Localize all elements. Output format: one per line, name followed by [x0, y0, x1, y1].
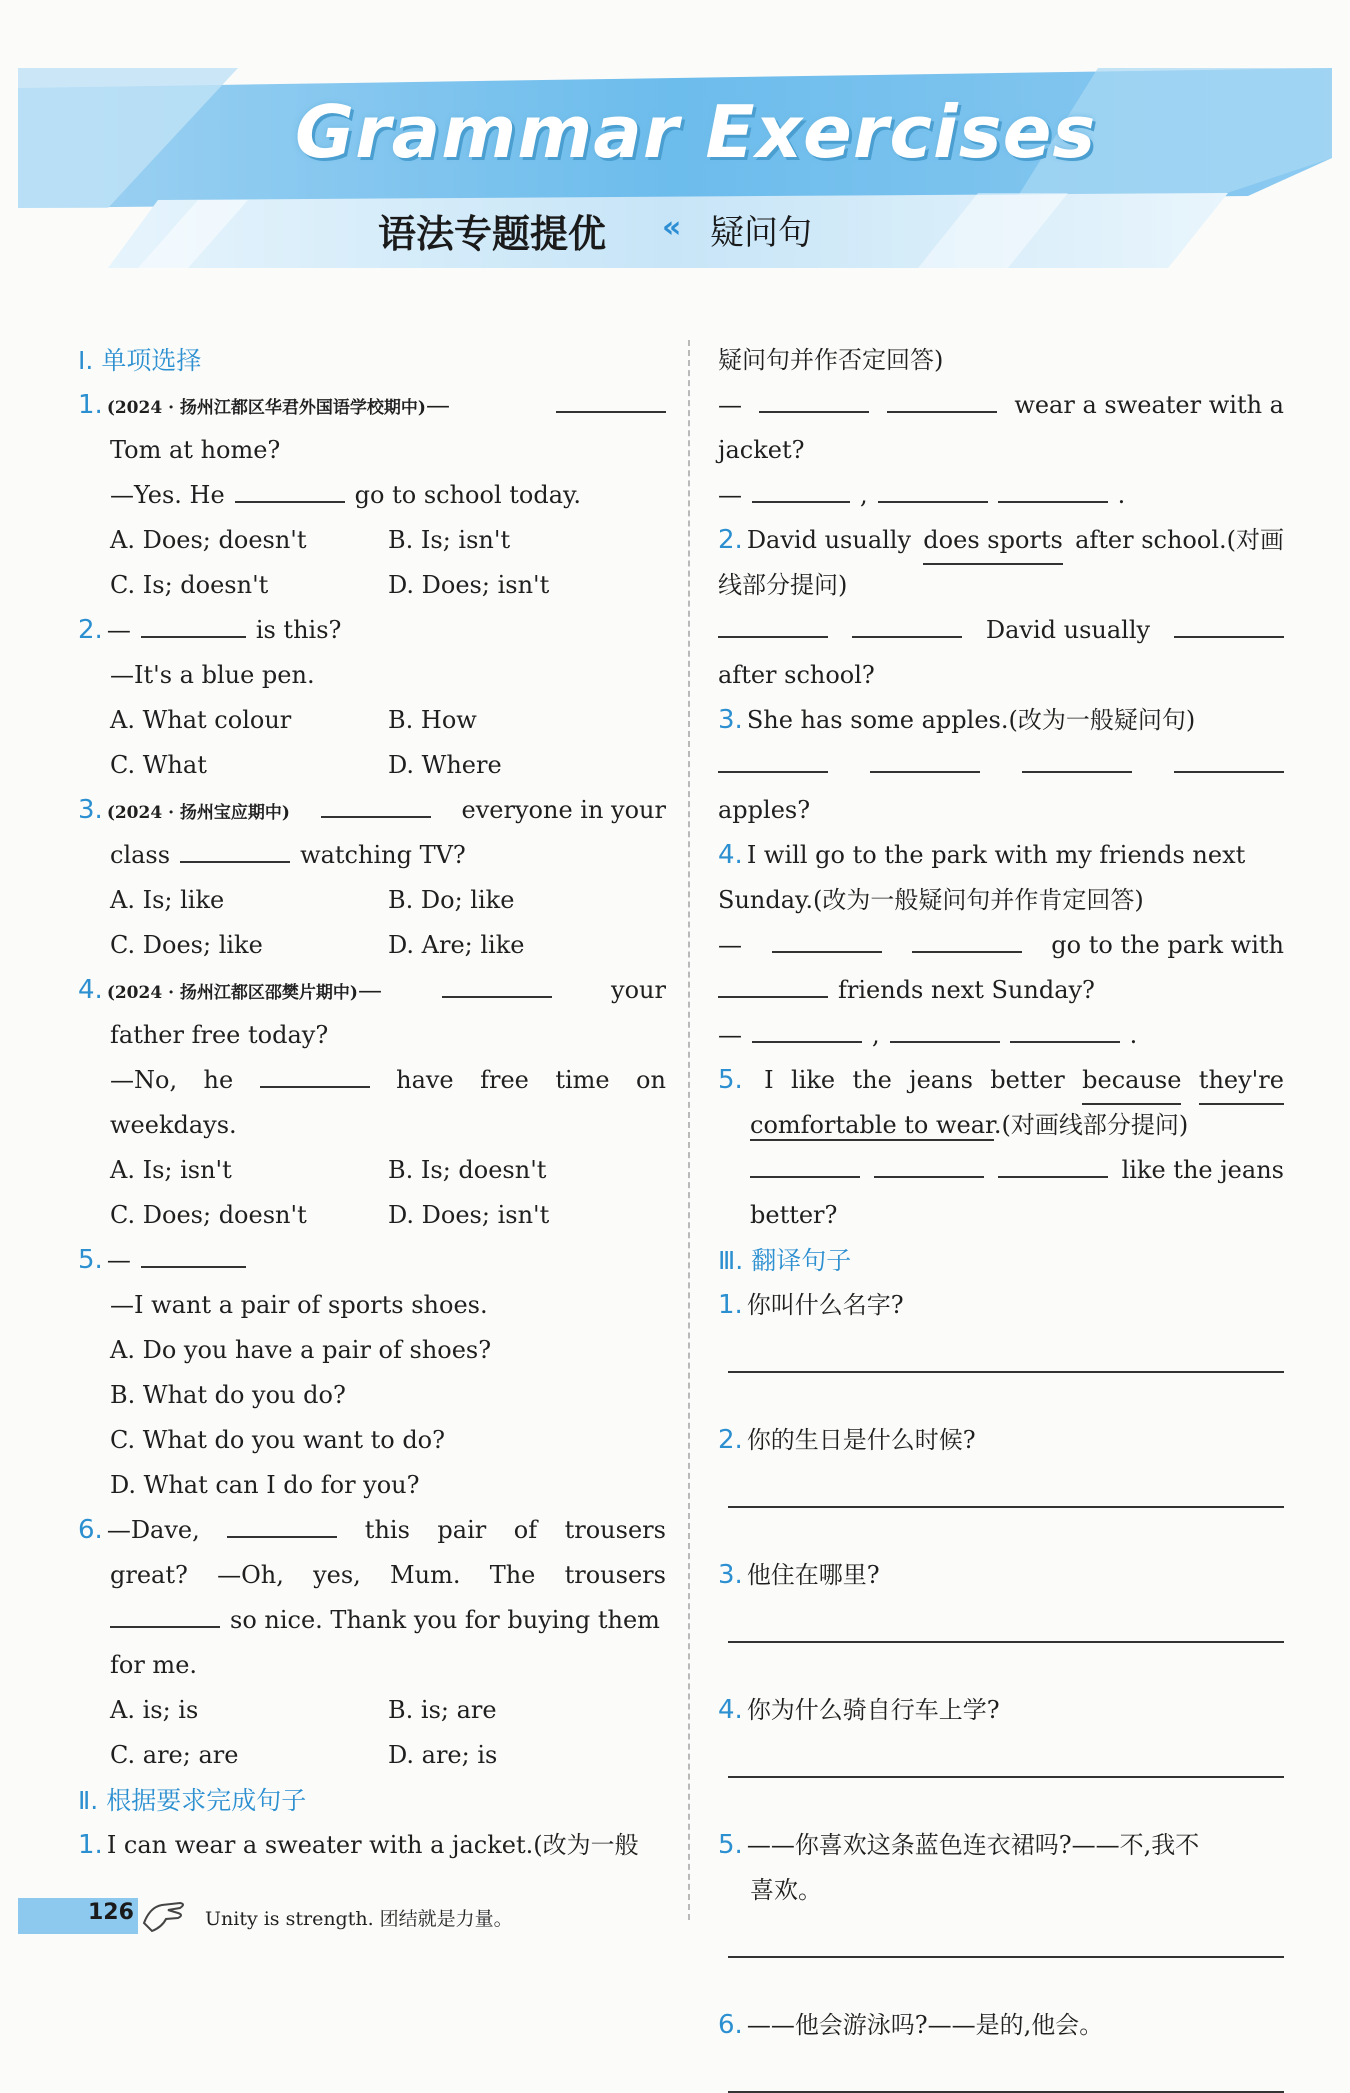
question-text: jeans: [909, 1066, 973, 1094]
answer-line[interactable]: [728, 1598, 1284, 1643]
question-text: class: [110, 841, 171, 869]
answer-line[interactable]: [728, 1913, 1284, 1958]
section-title: 单项选择: [101, 346, 202, 375]
answer-blank[interactable]: [750, 1148, 860, 1178]
answer-blank[interactable]: [260, 1058, 370, 1088]
option-c[interactable]: C. Does; doesn't: [110, 1201, 307, 1229]
question-text: like: [791, 1066, 836, 1094]
s2-q5-line-3: [718, 1148, 1284, 1193]
q4-options: [78, 1193, 666, 1238]
section-number: Ⅱ.: [78, 1786, 99, 1815]
question-text: have: [396, 1066, 454, 1094]
option-a[interactable]: A. Is; isn't: [110, 1156, 232, 1184]
question-text: 你为什么骑自行车上学?: [746, 1696, 1000, 1724]
section-2-heading: [78, 1778, 666, 1823]
question-number: 2.: [78, 615, 103, 645]
q2-line-2: [78, 653, 666, 698]
question-text: free: [480, 1066, 529, 1094]
question-number: 5.: [718, 1065, 743, 1095]
question-text: jacket?: [718, 436, 805, 464]
s3-q5-line-2: [718, 1868, 1284, 1913]
q3-options: [78, 923, 666, 968]
question-text: The: [489, 1561, 536, 1589]
answer-blank[interactable]: [752, 473, 850, 503]
question-text: trousers: [564, 1516, 666, 1544]
question-text: great?: [110, 1561, 188, 1589]
section-1-heading: [78, 338, 666, 383]
question-text: David usually: [985, 616, 1151, 644]
s2-q1-line-2: [718, 338, 1284, 383]
s2-q1-line-3: [718, 383, 1284, 428]
question-text: .(对画线部分提问): [993, 1111, 1189, 1139]
answer-blank[interactable]: [852, 608, 962, 638]
q6-line-4: [78, 1643, 666, 1688]
q3-line-2: [78, 833, 666, 878]
question-text: —No,: [110, 1066, 178, 1094]
s2-q1-line-1: [78, 1823, 666, 1868]
answer-blank[interactable]: [752, 1013, 862, 1043]
question-text: 你叫什么名字?: [746, 1291, 904, 1319]
option-c[interactable]: C. are; are: [110, 1741, 239, 1769]
q2-options: [78, 698, 666, 743]
q1-options: [78, 563, 666, 608]
question-text: on: [636, 1066, 666, 1094]
option-d[interactable]: D. Does; isn't: [388, 1201, 550, 1229]
answer-blank[interactable]: [1174, 743, 1284, 773]
section-3-heading: [718, 1238, 1284, 1283]
option-a[interactable]: A. is; is: [110, 1696, 199, 1724]
q6-options: [78, 1688, 666, 1733]
q5-line-2: [78, 1283, 666, 1328]
option-b[interactable]: B. Is; doesn't: [388, 1156, 547, 1184]
question-text: is this?: [255, 616, 342, 644]
question-text: so nice. Thank you for buying them: [230, 1606, 660, 1634]
dash: —: [718, 481, 742, 509]
question-text: ——你喜欢这条蓝色连衣裙吗?——不,我不: [746, 1831, 1200, 1859]
comma: ,: [860, 481, 868, 509]
option-b[interactable]: B. Do; like: [388, 886, 515, 914]
q5-option-a[interactable]: [78, 1328, 666, 1373]
question-source: (2024 · 扬州江都区华君外国语学校期中): [106, 398, 426, 418]
header-banner: [18, 68, 1332, 268]
s2-q2-line-1: [718, 518, 1284, 563]
question-text: better: [990, 1066, 1065, 1094]
section-number: Ⅲ.: [718, 1246, 744, 1275]
question-text: of: [513, 1516, 538, 1544]
question-text: Mum.: [390, 1561, 461, 1589]
question-text: weekdays.: [110, 1111, 237, 1139]
q4-line-3: [78, 1058, 666, 1103]
s3-q4: [718, 1688, 1284, 1733]
q5-option-d[interactable]: [78, 1463, 666, 1508]
s2-q4-line-5: [718, 1013, 1284, 1058]
column-divider: [688, 340, 690, 1920]
question-text: wear a sweater with a: [1014, 391, 1284, 419]
option-d[interactable]: D. Are; like: [388, 931, 525, 959]
section-title: 根据要求完成句子: [106, 1786, 307, 1815]
option-c[interactable]: C. Does; like: [110, 931, 263, 959]
question-text: go to the park with: [1051, 931, 1284, 959]
question-number: 4.: [718, 1695, 743, 1725]
question-text: 线部分提问): [718, 571, 848, 599]
q3-line-1: [78, 788, 666, 833]
answer-blank[interactable]: [874, 1148, 984, 1178]
double-chevron-left-icon: «: [662, 210, 682, 245]
question-source: (2024 · 扬州江都区邵樊片期中): [106, 983, 358, 1003]
question-text: apples?: [718, 796, 811, 824]
period: .: [1129, 1021, 1138, 1049]
question-text: like the jeans: [1121, 1156, 1284, 1184]
q1-line-1: [78, 383, 666, 428]
banner-subtitle: 语法专题提优: [378, 212, 607, 256]
q6-line-3: [78, 1598, 666, 1643]
q5-option-c[interactable]: [78, 1418, 666, 1463]
question-number: 5.: [78, 1245, 103, 1275]
question-text: father free today?: [110, 1021, 329, 1049]
answer-blank[interactable]: [912, 923, 1022, 953]
q2-line-1: [78, 608, 666, 653]
question-number: 3.: [718, 705, 743, 735]
answer-blank[interactable]: [110, 1598, 220, 1628]
question-text: for me.: [110, 1651, 198, 1679]
answer-blank[interactable]: [1010, 1013, 1120, 1043]
question-number: 4.: [718, 840, 743, 870]
question-text: he: [203, 1066, 234, 1094]
q6-line-2: [78, 1553, 666, 1598]
s2-q4-line-2: [718, 878, 1284, 923]
underlined-text: because: [1082, 1058, 1181, 1105]
question-text: the: [852, 1066, 892, 1094]
question-number: 2.: [718, 1425, 743, 1455]
page-number: 126: [88, 1900, 134, 1925]
answer-blank[interactable]: [235, 473, 345, 503]
question-text: 喜欢。: [750, 1876, 822, 1904]
q6-options: [78, 1733, 666, 1778]
option-b[interactable]: B. is; are: [388, 1696, 497, 1724]
option-a[interactable]: A. Is; like: [110, 886, 225, 914]
s2-q2-line-3: [718, 608, 1284, 653]
section-number: Ⅰ.: [78, 346, 94, 375]
question-text: after school?: [718, 661, 875, 689]
dash: —: [357, 976, 382, 1004]
answer-blank[interactable]: [718, 608, 828, 638]
question-text: watching TV?: [300, 841, 466, 869]
q1-line-3: [78, 473, 666, 518]
question-number: 2.: [718, 525, 743, 555]
dash: —: [718, 931, 742, 959]
s3-q6: [718, 2003, 1284, 2048]
q4-options: [78, 1148, 666, 1193]
right-column: [718, 338, 1284, 2093]
s2-q5-line-1: [718, 1058, 1284, 1103]
answer-blank[interactable]: [321, 788, 431, 818]
option-d[interactable]: D. What can I do for you?: [110, 1471, 420, 1499]
answer-blank[interactable]: [998, 1148, 1108, 1178]
q4-line-1: [78, 968, 666, 1013]
question-text: —Yes. He: [110, 481, 225, 509]
option-d[interactable]: D. are; is: [388, 1741, 498, 1769]
option-a[interactable]: A. Do you have a pair of shoes?: [110, 1336, 492, 1364]
s2-q1-line-5: [718, 473, 1284, 518]
option-c[interactable]: C. Is; doesn't: [110, 571, 269, 599]
answer-line[interactable]: [728, 1328, 1284, 1373]
question-text: 疑问句并作否定回答): [718, 346, 944, 374]
banner-topic: 疑问句: [710, 213, 812, 253]
question-text: 你的生日是什么时候?: [746, 1426, 976, 1454]
question-text: go to school today.: [354, 481, 582, 509]
question-number: 3.: [718, 1560, 743, 1590]
question-text: I: [764, 1066, 774, 1094]
option-d[interactable]: D. Does; isn't: [388, 571, 550, 599]
option-d[interactable]: D. Where: [388, 751, 502, 779]
question-text: Sunday.(改为一般疑问句并作肯定回答): [718, 886, 1144, 914]
q5-line-1: [78, 1238, 666, 1283]
option-b[interactable]: B. How: [388, 706, 477, 734]
question-text: I will go to the park with my friends next: [746, 841, 1246, 869]
answer-blank[interactable]: [870, 743, 980, 773]
question-number: 1.: [78, 390, 103, 420]
question-text: everyone in your: [461, 796, 666, 824]
answer-blank[interactable]: [141, 1238, 246, 1268]
option-c[interactable]: C. What do you want to do?: [110, 1426, 445, 1454]
q1-line-2: [78, 428, 666, 473]
question-text: —Dave,: [106, 1516, 200, 1544]
q2-options: [78, 743, 666, 788]
dash: —: [425, 391, 450, 419]
question-number: 6.: [718, 2010, 743, 2040]
answer-blank[interactable]: [718, 743, 828, 773]
question-text: pair: [437, 1516, 487, 1544]
q1-options: [78, 518, 666, 563]
question-text: She has some apples.(改为一般疑问句): [746, 706, 1196, 734]
question-number: 4.: [78, 975, 103, 1005]
left-column: [78, 338, 666, 1868]
question-text: —Oh,: [217, 1561, 284, 1589]
q6-line-1: [78, 1508, 666, 1553]
answer-blank[interactable]: [442, 968, 552, 998]
answer-blank[interactable]: [759, 383, 869, 413]
s2-q2-line-2: [718, 563, 1284, 608]
option-c[interactable]: C. What: [110, 751, 207, 779]
s2-q4-line-4: [718, 968, 1284, 1013]
question-text: trousers: [564, 1561, 666, 1589]
s2-q5-line-4: [718, 1193, 1284, 1238]
s2-q4-line-1: [718, 833, 1284, 878]
question-text: Tom at home?: [110, 436, 281, 464]
question-text: 他住在哪里?: [746, 1561, 880, 1589]
q4-line-4: [78, 1103, 666, 1148]
hand-icon: [140, 1893, 188, 1939]
section-title: 翻译句子: [751, 1246, 852, 1275]
question-text: time: [555, 1066, 610, 1094]
s2-q3-line-1: [718, 698, 1284, 743]
question-text: —I want a pair of sports shoes.: [110, 1291, 488, 1319]
option-b[interactable]: B. What do you do?: [110, 1381, 346, 1409]
answer-blank[interactable]: [878, 473, 988, 503]
dash: —: [718, 391, 742, 419]
option-b[interactable]: B. Is; isn't: [388, 526, 511, 554]
answer-blank[interactable]: [227, 1508, 337, 1538]
question-text: friends next Sunday?: [838, 976, 1095, 1004]
answer-blank[interactable]: [772, 923, 882, 953]
answer-blank[interactable]: [1022, 743, 1132, 773]
question-text: yes,: [313, 1561, 361, 1589]
q4-line-2: [78, 1013, 666, 1058]
option-a[interactable]: A. Does; doesn't: [110, 526, 307, 554]
s2-q4-line-3: [718, 923, 1284, 968]
question-source: (2024 · 扬州宝应期中): [106, 803, 290, 823]
answer-blank[interactable]: [1174, 608, 1284, 638]
answer-line[interactable]: [728, 1463, 1284, 1508]
question-text: this: [364, 1516, 410, 1544]
banner-title: Grammar Exercises: [295, 90, 1097, 174]
comma: ,: [872, 1021, 880, 1049]
s2-q2-line-4: [718, 653, 1284, 698]
s2-q5-line-2: [718, 1103, 1284, 1148]
period: .: [1117, 481, 1126, 509]
option-a[interactable]: A. What colour: [110, 706, 292, 734]
question-number: 1.: [718, 1290, 743, 1320]
answer-blank[interactable]: [890, 1013, 1000, 1043]
q3-options: [78, 878, 666, 923]
s3-q1: [718, 1283, 1284, 1328]
answer-blank[interactable]: [998, 473, 1108, 503]
question-text: David usually: [746, 526, 912, 554]
answer-line[interactable]: [728, 2048, 1284, 2093]
question-text: after school.(对画: [1075, 526, 1284, 554]
underlined-text: does sports: [923, 518, 1063, 565]
dash: —: [718, 1021, 742, 1049]
question-number: 1.: [78, 1830, 103, 1860]
answer-blank[interactable]: [887, 383, 997, 413]
footer-motto: Unity is strength. 团结就是力量。: [205, 1908, 513, 1930]
answer-blank[interactable]: [141, 608, 246, 638]
question-text: better?: [750, 1201, 838, 1229]
underlined-text: they're: [1199, 1058, 1284, 1105]
answer-blank[interactable]: [180, 833, 290, 863]
dash: —: [106, 616, 131, 644]
answer-line[interactable]: [728, 1733, 1284, 1778]
s2-q3-line-3: [718, 788, 1284, 833]
q5-option-b[interactable]: [78, 1373, 666, 1418]
question-text: I can wear a sweater with a jacket.(改为一般: [106, 1831, 639, 1859]
question-number: 5.: [718, 1830, 743, 1860]
s2-q1-line-4: [718, 428, 1284, 473]
s3-q2: [718, 1418, 1284, 1463]
question-text: your: [611, 976, 666, 1004]
question-text: —It's a blue pen.: [110, 661, 315, 689]
question-text: ——他会游泳吗?——是的,他会。: [746, 2011, 1104, 2039]
dash: —: [106, 1246, 131, 1274]
answer-blank[interactable]: [718, 968, 828, 998]
s3-q5: [718, 1823, 1284, 1868]
question-number: 3.: [78, 795, 103, 825]
answer-blank[interactable]: [556, 383, 666, 413]
s3-q3: [718, 1553, 1284, 1598]
underlined-text: comfortable to wear: [750, 1111, 994, 1139]
s2-q3-line-2: [718, 743, 1284, 788]
question-number: 6.: [78, 1515, 103, 1545]
